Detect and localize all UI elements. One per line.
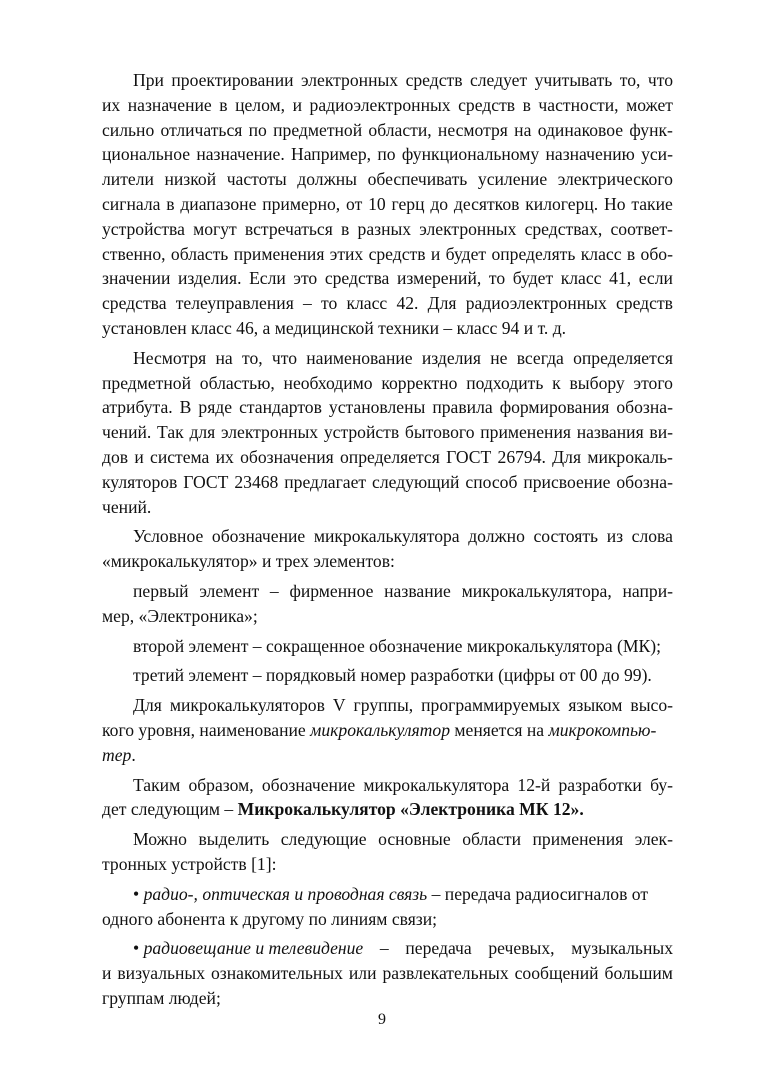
- word: 26794.: [497, 446, 546, 467]
- italic-term: микрокомпью-: [548, 719, 657, 740]
- word: названия: [576, 422, 644, 443]
- word: лители: [102, 169, 154, 190]
- word: обозначения: [240, 446, 334, 467]
- text-run: – передача радиосигналов от: [427, 883, 649, 904]
- paragraph-6: [102, 827, 673, 877]
- word: сообщений: [514, 963, 599, 984]
- paragraph-1: [102, 68, 673, 341]
- word: элемент: [199, 580, 260, 601]
- word: следует: [469, 70, 528, 90]
- word: микрокалькулятора: [363, 774, 510, 795]
- text-line: [102, 718, 673, 743]
- word: 23468: [234, 471, 279, 492]
- word: и: [292, 94, 303, 115]
- word: измерений,: [396, 268, 482, 289]
- word: назначение.: [196, 144, 285, 165]
- word: выбору: [569, 372, 625, 393]
- text-line: [102, 524, 673, 549]
- text-line: одного абонента к другому по линиям связи;: [102, 908, 438, 929]
- word: бу-: [650, 774, 673, 795]
- word: 10: [368, 193, 386, 214]
- word: устройства: [102, 218, 185, 239]
- word: низкой: [164, 169, 217, 190]
- word: визуальных: [117, 963, 206, 984]
- word: 41,: [609, 268, 632, 289]
- word: ственно,: [102, 243, 166, 264]
- word: если: [638, 268, 673, 289]
- word: то: [488, 268, 506, 289]
- word: частоты: [226, 169, 287, 190]
- word: это: [293, 268, 318, 289]
- text-line: [102, 882, 673, 907]
- word: радиоэлектронных: [465, 293, 607, 314]
- word: установлены: [328, 397, 426, 418]
- word: система: [150, 446, 210, 467]
- word: что: [271, 347, 298, 368]
- bullet-item-communication: [102, 882, 673, 932]
- text-line: [102, 579, 673, 604]
- word: могут: [193, 218, 237, 239]
- word: Таким: [133, 774, 181, 795]
- word: необходимо: [283, 372, 373, 393]
- word: электрического: [557, 169, 673, 190]
- word: группы,: [353, 695, 414, 716]
- word: слова: [631, 526, 673, 547]
- word: из: [606, 526, 624, 547]
- word: музыкальных: [571, 938, 673, 959]
- word: такие: [631, 193, 673, 214]
- word: сигнала: [102, 193, 161, 214]
- word: развлекательных: [382, 963, 509, 984]
- page-body: [102, 68, 673, 1011]
- word: ви-: [649, 422, 673, 443]
- word: обозначение: [261, 774, 356, 795]
- word: проектировании: [171, 70, 294, 90]
- word: формирования: [499, 397, 610, 418]
- word: функ-: [629, 119, 673, 140]
- text-line: [102, 797, 673, 822]
- text-run: дет следующим –: [102, 799, 238, 820]
- word: в: [219, 94, 228, 115]
- text-line: [102, 395, 673, 420]
- word: корректно: [381, 372, 458, 393]
- word: класс: [580, 243, 622, 264]
- word: в: [166, 193, 175, 214]
- bullet-icon: •: [133, 938, 140, 959]
- word: обозна-: [616, 471, 673, 492]
- word: частности,: [538, 94, 619, 115]
- italic-term: тер: [102, 744, 132, 765]
- word: применения: [233, 243, 325, 264]
- word: определяется: [340, 446, 440, 467]
- text-line: [102, 118, 673, 143]
- word: изделия: [421, 347, 481, 368]
- element-item-second: [102, 634, 673, 659]
- word: электронных: [419, 218, 517, 239]
- word: и: [134, 446, 144, 467]
- word: областью,: [199, 372, 275, 393]
- word: передача: [405, 938, 472, 959]
- word: электронных: [301, 70, 399, 90]
- word: электронных: [221, 422, 319, 443]
- word: целом,: [235, 94, 286, 115]
- word: средств: [616, 293, 673, 314]
- word: ознакомительных: [210, 963, 343, 984]
- word: их: [102, 94, 121, 115]
- word: V: [332, 695, 346, 716]
- word: и: [430, 243, 441, 264]
- word: применения: [532, 829, 624, 850]
- word: ГОСТ: [183, 471, 229, 492]
- word: определять: [491, 243, 576, 264]
- element-item-third: [102, 663, 673, 688]
- word: класс: [560, 268, 602, 289]
- word: области: [462, 829, 521, 850]
- word: килогерц.: [525, 193, 599, 214]
- word: обозна-: [616, 397, 673, 418]
- word: будет: [512, 268, 554, 289]
- text-line: [102, 93, 673, 118]
- word: циональное: [102, 144, 191, 165]
- text-line: [102, 68, 673, 93]
- word: этого: [633, 372, 673, 393]
- word: Но: [604, 193, 626, 214]
- word: от: [346, 193, 363, 214]
- italic-term: радио-, оптическая и проводная связь: [143, 883, 428, 904]
- text-line: установлен класс 46, а медицинской техники – класс 94 и т. д.: [102, 317, 567, 338]
- word: Можно: [133, 829, 187, 850]
- word: высо-: [630, 695, 673, 716]
- word: Если: [249, 268, 286, 289]
- paragraph-2: [102, 346, 673, 520]
- word: и: [102, 963, 112, 984]
- word: области,: [368, 119, 432, 140]
- word: языком: [568, 695, 623, 716]
- word: в: [626, 243, 636, 264]
- word: предлагает: [284, 471, 367, 492]
- text-line: [102, 470, 673, 495]
- word: программируемых: [421, 695, 561, 716]
- text-run: .: [131, 744, 136, 765]
- word: не: [490, 347, 508, 368]
- word: обо-: [640, 243, 673, 264]
- word: в: [522, 94, 531, 115]
- word: куляторов: [102, 471, 178, 492]
- word: к: [552, 372, 561, 393]
- word: встречаться: [244, 218, 333, 239]
- word: область: [170, 243, 229, 264]
- text-line: [102, 371, 673, 396]
- word: следующий: [372, 471, 460, 492]
- text-line: [102, 743, 673, 768]
- word: Несмотря: [133, 347, 207, 368]
- text-line: третий элемент – порядковый номер разработки (цифры от 00 до 99).: [133, 665, 652, 686]
- word: средств: [405, 70, 463, 90]
- word: фирменное: [289, 580, 374, 601]
- word: –: [269, 580, 279, 601]
- word: всегда: [516, 347, 564, 368]
- word: большим: [604, 963, 673, 984]
- word: Для: [133, 695, 162, 716]
- word: средства: [324, 268, 390, 289]
- text-line: [102, 420, 673, 445]
- word: разработки: [558, 774, 642, 795]
- word: до: [430, 193, 449, 214]
- word: уси-: [641, 144, 673, 165]
- word: для: [189, 422, 216, 443]
- word: Условное: [133, 526, 204, 547]
- page-number: 9: [378, 1011, 386, 1028]
- word: одинаковое: [537, 119, 624, 140]
- word: на: [215, 347, 233, 368]
- word: по: [248, 119, 267, 140]
- word: 12-й: [517, 774, 551, 795]
- word: герц: [391, 193, 425, 214]
- text-line: [102, 266, 673, 291]
- word: диапазоне: [180, 193, 257, 214]
- word: значении: [102, 268, 171, 289]
- word: ряде: [198, 397, 233, 418]
- italic-term: радиовещание и телевидение: [143, 938, 364, 959]
- word: Для: [552, 446, 582, 467]
- italic-term: микрокалькулятор: [310, 719, 450, 740]
- word: микрокаль-: [587, 446, 673, 467]
- word: образом,: [188, 774, 254, 795]
- text-run: меняется на: [450, 719, 549, 740]
- word: то,: [619, 70, 641, 90]
- word: что: [647, 70, 673, 90]
- word: разных: [357, 218, 412, 239]
- word: средств: [458, 94, 516, 115]
- word: должны: [297, 169, 357, 190]
- text-line: группам людей;: [102, 987, 221, 1008]
- word: Например,: [291, 144, 372, 165]
- bullet-icon: •: [133, 883, 140, 904]
- word: правила: [432, 397, 493, 418]
- paragraph-4: [102, 693, 673, 767]
- word: то: [321, 293, 338, 314]
- word: будет: [445, 243, 487, 264]
- text-line: [102, 217, 673, 242]
- word: радиоэлектронных: [309, 94, 451, 115]
- word: 42.: [396, 293, 419, 314]
- text-line: [102, 693, 673, 718]
- word: речевых,: [488, 938, 555, 959]
- text-line: [102, 346, 673, 371]
- text-line: «микрокалькулятор» и трех элементов:: [102, 551, 395, 572]
- word: сильно: [102, 119, 155, 140]
- word: должно: [468, 526, 525, 547]
- word: применения: [480, 422, 571, 443]
- word: функциональному: [401, 144, 540, 165]
- text-line: [102, 142, 673, 167]
- word: предметной: [102, 372, 191, 393]
- word: то,: [242, 347, 263, 368]
- word: При: [133, 70, 164, 90]
- text-line: [102, 445, 673, 470]
- word: бытового: [404, 422, 475, 443]
- word: может: [626, 94, 673, 115]
- word: следующие: [280, 829, 367, 850]
- word: выделить: [198, 829, 270, 850]
- word: их: [215, 446, 234, 467]
- word: микрокалькулятора,: [461, 580, 612, 601]
- text-line: [102, 242, 673, 267]
- paragraph-3: [102, 524, 673, 574]
- word: учитывать: [534, 70, 613, 90]
- word: телеуправления: [175, 293, 294, 314]
- text-line: [102, 961, 673, 986]
- word: изделия.: [177, 268, 242, 289]
- word: подходить: [466, 372, 544, 393]
- text-line: [102, 773, 673, 798]
- word: отличаться: [160, 119, 243, 140]
- word: средства: [102, 293, 167, 314]
- text-line: [102, 827, 673, 852]
- word: присвоение: [523, 471, 611, 492]
- word: или: [348, 963, 377, 984]
- word: первый: [133, 580, 189, 601]
- word: определяется: [573, 347, 673, 368]
- bold-designation: Микрокалькулятор «Электроника МК 12».: [237, 799, 584, 820]
- paragraph-5: [102, 773, 673, 823]
- word: Для: [427, 293, 457, 314]
- word: микрокалькуляторов: [169, 695, 325, 716]
- text-line: [102, 167, 673, 192]
- word: несмотря: [437, 119, 508, 140]
- text-line: [102, 291, 673, 316]
- word: ГОСТ: [446, 446, 492, 467]
- word: В: [179, 397, 192, 418]
- word: основные: [378, 829, 451, 850]
- word: по: [377, 144, 396, 165]
- text-line: мер, «Электроника»;: [102, 605, 258, 626]
- word: десятков: [453, 193, 520, 214]
- text-line: [102, 936, 673, 961]
- word: Так: [157, 422, 184, 443]
- word: атрибута.: [102, 397, 173, 418]
- word: устройств: [323, 422, 400, 443]
- word: состоять: [533, 526, 599, 547]
- element-item-first: [102, 579, 673, 629]
- word: микрокалькулятора: [313, 526, 460, 547]
- text-run: кого уровня, наименование: [102, 719, 311, 740]
- word: этих: [329, 243, 364, 264]
- word: назначение: [127, 94, 212, 115]
- word: примерно,: [262, 193, 341, 214]
- text-line: [102, 192, 673, 217]
- word: элек-: [634, 829, 673, 850]
- word: предметной: [273, 119, 363, 140]
- word: класс: [346, 293, 388, 314]
- bullet-item-broadcasting: [102, 936, 673, 1010]
- text-line: чений.: [102, 496, 152, 517]
- word: способ: [465, 471, 518, 492]
- text-run: [133, 936, 363, 961]
- word: соответ-: [610, 218, 673, 239]
- word: стандартов: [239, 397, 322, 418]
- word: дов: [102, 446, 129, 467]
- text-line: тронных устройств [1]:: [102, 853, 277, 874]
- word: наименование: [306, 347, 413, 368]
- word: усиление: [477, 169, 548, 190]
- word: назначению: [545, 144, 635, 165]
- word: –: [379, 938, 389, 959]
- word: название: [384, 580, 451, 601]
- word: средствах,: [524, 218, 603, 239]
- word: чений.: [102, 422, 152, 443]
- word: –: [303, 293, 312, 314]
- word: средств: [368, 243, 426, 264]
- text-line: второй элемент – сокращенное обозначение микрокалькулятора (МК);: [133, 635, 662, 656]
- word: обеспечивать: [367, 169, 468, 190]
- word: на: [514, 119, 532, 140]
- word: напри-: [622, 580, 673, 601]
- word: в: [341, 218, 350, 239]
- word: обозначение: [211, 526, 306, 547]
